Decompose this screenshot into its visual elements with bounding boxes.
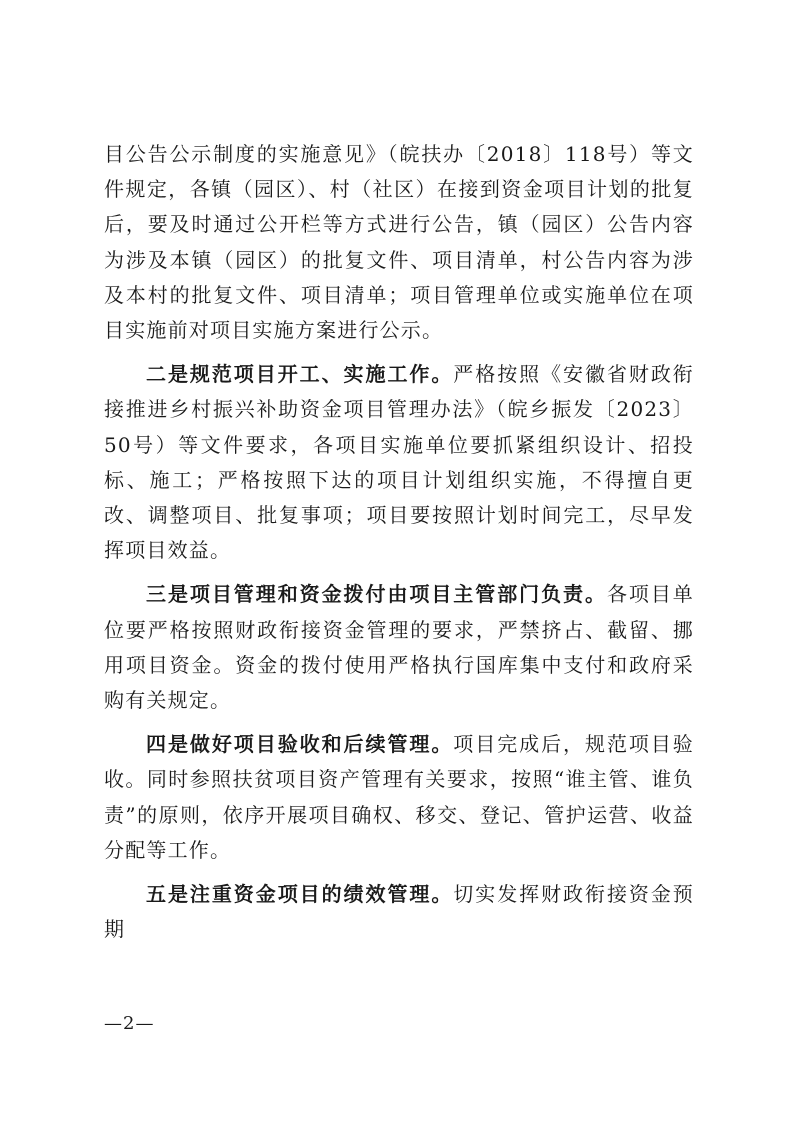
paragraph-lead: 三是项目管理和资金拨付由项目主管部门负责。 <box>146 582 607 607</box>
paragraph-text: 严格按照《安徽省财政衔接推进乡村振兴补助资金项目管理办法》（皖乡振发〔2023〕50号）等文件要求，各项目实施单位要抓紧组织设计、招投标、施工；严格按照下达的项目计划组织实施，不得擅自更改、调整项目、批复事项；项目要按照计划时间完工，尽早发挥项目效益。 <box>104 362 694 563</box>
paragraph-item-3 <box>104 577 694 718</box>
paragraph-continuation <box>104 137 694 348</box>
page-number: —2— <box>104 1013 155 1034</box>
paragraph-lead: 四是做好项目验收和后续管理。 <box>146 732 454 757</box>
paragraph-text: 目公告公示制度的实施意见》（皖扶办〔2018〕118号）等文件规定，各镇（园区）、村（社区）在接到资金项目计划的批复后，要及时通过公开栏等方式进行公告，镇（园区）公告内容为涉及本镇（园区）的批复文件、项目清单，村公告内容为涉及本村的批复文件、项目清单；项目管理单位或实施单位在项目实施前对项目实施方案进行公示。 <box>104 142 694 343</box>
paragraph-item-5 <box>104 877 694 947</box>
paragraph-text: 各项目单位要严格按照财政衔接资金管理的要求，严禁挤占、截留、挪用项目资金。资金的拨付使用严格执行国库集中支付和政府采购有关规定。 <box>104 582 694 713</box>
paragraph-item-4 <box>104 727 694 868</box>
paragraph-text: 切实发挥财政衔接资金预期 <box>104 882 694 942</box>
document-body <box>104 137 694 947</box>
paragraph-item-2 <box>104 357 694 568</box>
paragraph-lead: 五是注重资金项目的绩效管理。 <box>146 882 454 907</box>
paragraph-lead: 二是规范项目开工、实施工作。 <box>146 362 454 387</box>
paragraph-text: 项目完成后，规范项目验收。同时参照扶贫项目资产管理有关要求，按照“谁主管、谁负责”的原则，依序开展项目确权、移交、登记、管护运营、收益分配等工作。 <box>104 732 694 862</box>
